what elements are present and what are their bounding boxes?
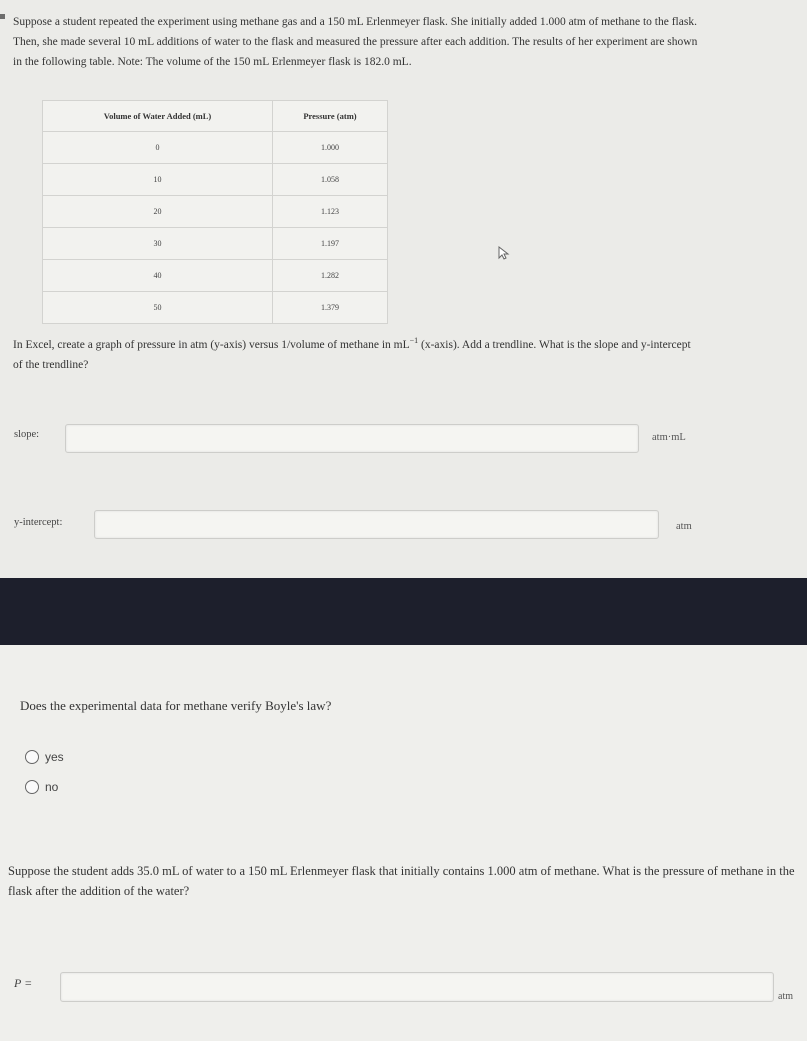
table-header-row	[43, 101, 388, 132]
pressure-cell: 1.197	[272, 228, 387, 260]
pressure-cell: 1.282	[272, 260, 387, 292]
option-no-label: no	[45, 780, 59, 794]
graph-question-text	[13, 331, 703, 375]
table-row	[43, 228, 388, 260]
pressure-question-text: Suppose the student adds 35.0 mL of water to a 150 mL Erlenmeyer flask that initially contains 1.000 atm of methane. What is the pressure of methane in the flask after the addition of the water?	[8, 864, 795, 898]
table-row	[43, 196, 388, 228]
table-row	[43, 292, 388, 324]
slope-unit: atm·mL	[652, 432, 686, 443]
volume-cell: 50	[43, 292, 273, 324]
volume-cell: 40	[43, 260, 273, 292]
intercept-unit: atm	[676, 521, 692, 532]
mouse-cursor-icon	[497, 246, 511, 260]
pressure-cell: 1.000	[272, 132, 387, 164]
volume-cell: 10	[43, 164, 273, 196]
header-pressure: Pressure (atm)	[272, 101, 387, 132]
header-volume: Volume of Water Added (mL)	[43, 101, 273, 132]
radio-no-icon[interactable]	[25, 780, 39, 794]
option-yes-label: yes	[45, 750, 64, 764]
pressure-cell: 1.123	[272, 196, 387, 228]
table-row	[43, 132, 388, 164]
radio-yes-icon[interactable]	[25, 750, 39, 764]
data-table	[42, 100, 388, 324]
volume-cell: 30	[43, 228, 273, 260]
table-row	[43, 164, 388, 196]
edge-marker	[0, 14, 5, 19]
slope-label: slope:	[14, 429, 40, 440]
slope-input[interactable]	[65, 424, 639, 453]
option-no[interactable]	[25, 780, 58, 794]
pressure-unit: atm	[778, 991, 793, 1002]
table-row	[43, 260, 388, 292]
boyles-law-question: Does the experimental data for methane verify Boyle's law?	[20, 698, 332, 713]
pressure-cell: 1.058	[272, 164, 387, 196]
option-yes[interactable]	[25, 750, 64, 764]
intercept-input[interactable]	[94, 510, 659, 539]
intercept-label: y-intercept:	[14, 517, 63, 528]
pressure-label: P =	[14, 976, 33, 990]
graph-question-part1: In Excel, create a graph of pressure in atm (y-axis) versus 1/volume of methane in mL	[13, 338, 410, 351]
pressure-input[interactable]	[60, 972, 774, 1002]
volume-cell: 20	[43, 196, 273, 228]
graph-question-part2: (x-axis). Add a trendline. What is the slope and y-intercept of the trendline?	[13, 338, 691, 371]
question-intro-text: Suppose a student repeated the experiment using methane gas and a 150 mL Erlenmeyer flask. She initially added 1.000 atm of methane to the flask. Then, she made several 10 mL additions of water to the flask and measured the pressure after each addition. The results of her experiment are shown in the following table. Note: The volume of the 150 mL Erlenmeyer flask is 182.0 mL.	[13, 16, 698, 68]
volume-cell: 0	[43, 132, 273, 164]
pressure-cell: 1.379	[272, 292, 387, 324]
graph-question-superscript: −1	[409, 336, 419, 345]
